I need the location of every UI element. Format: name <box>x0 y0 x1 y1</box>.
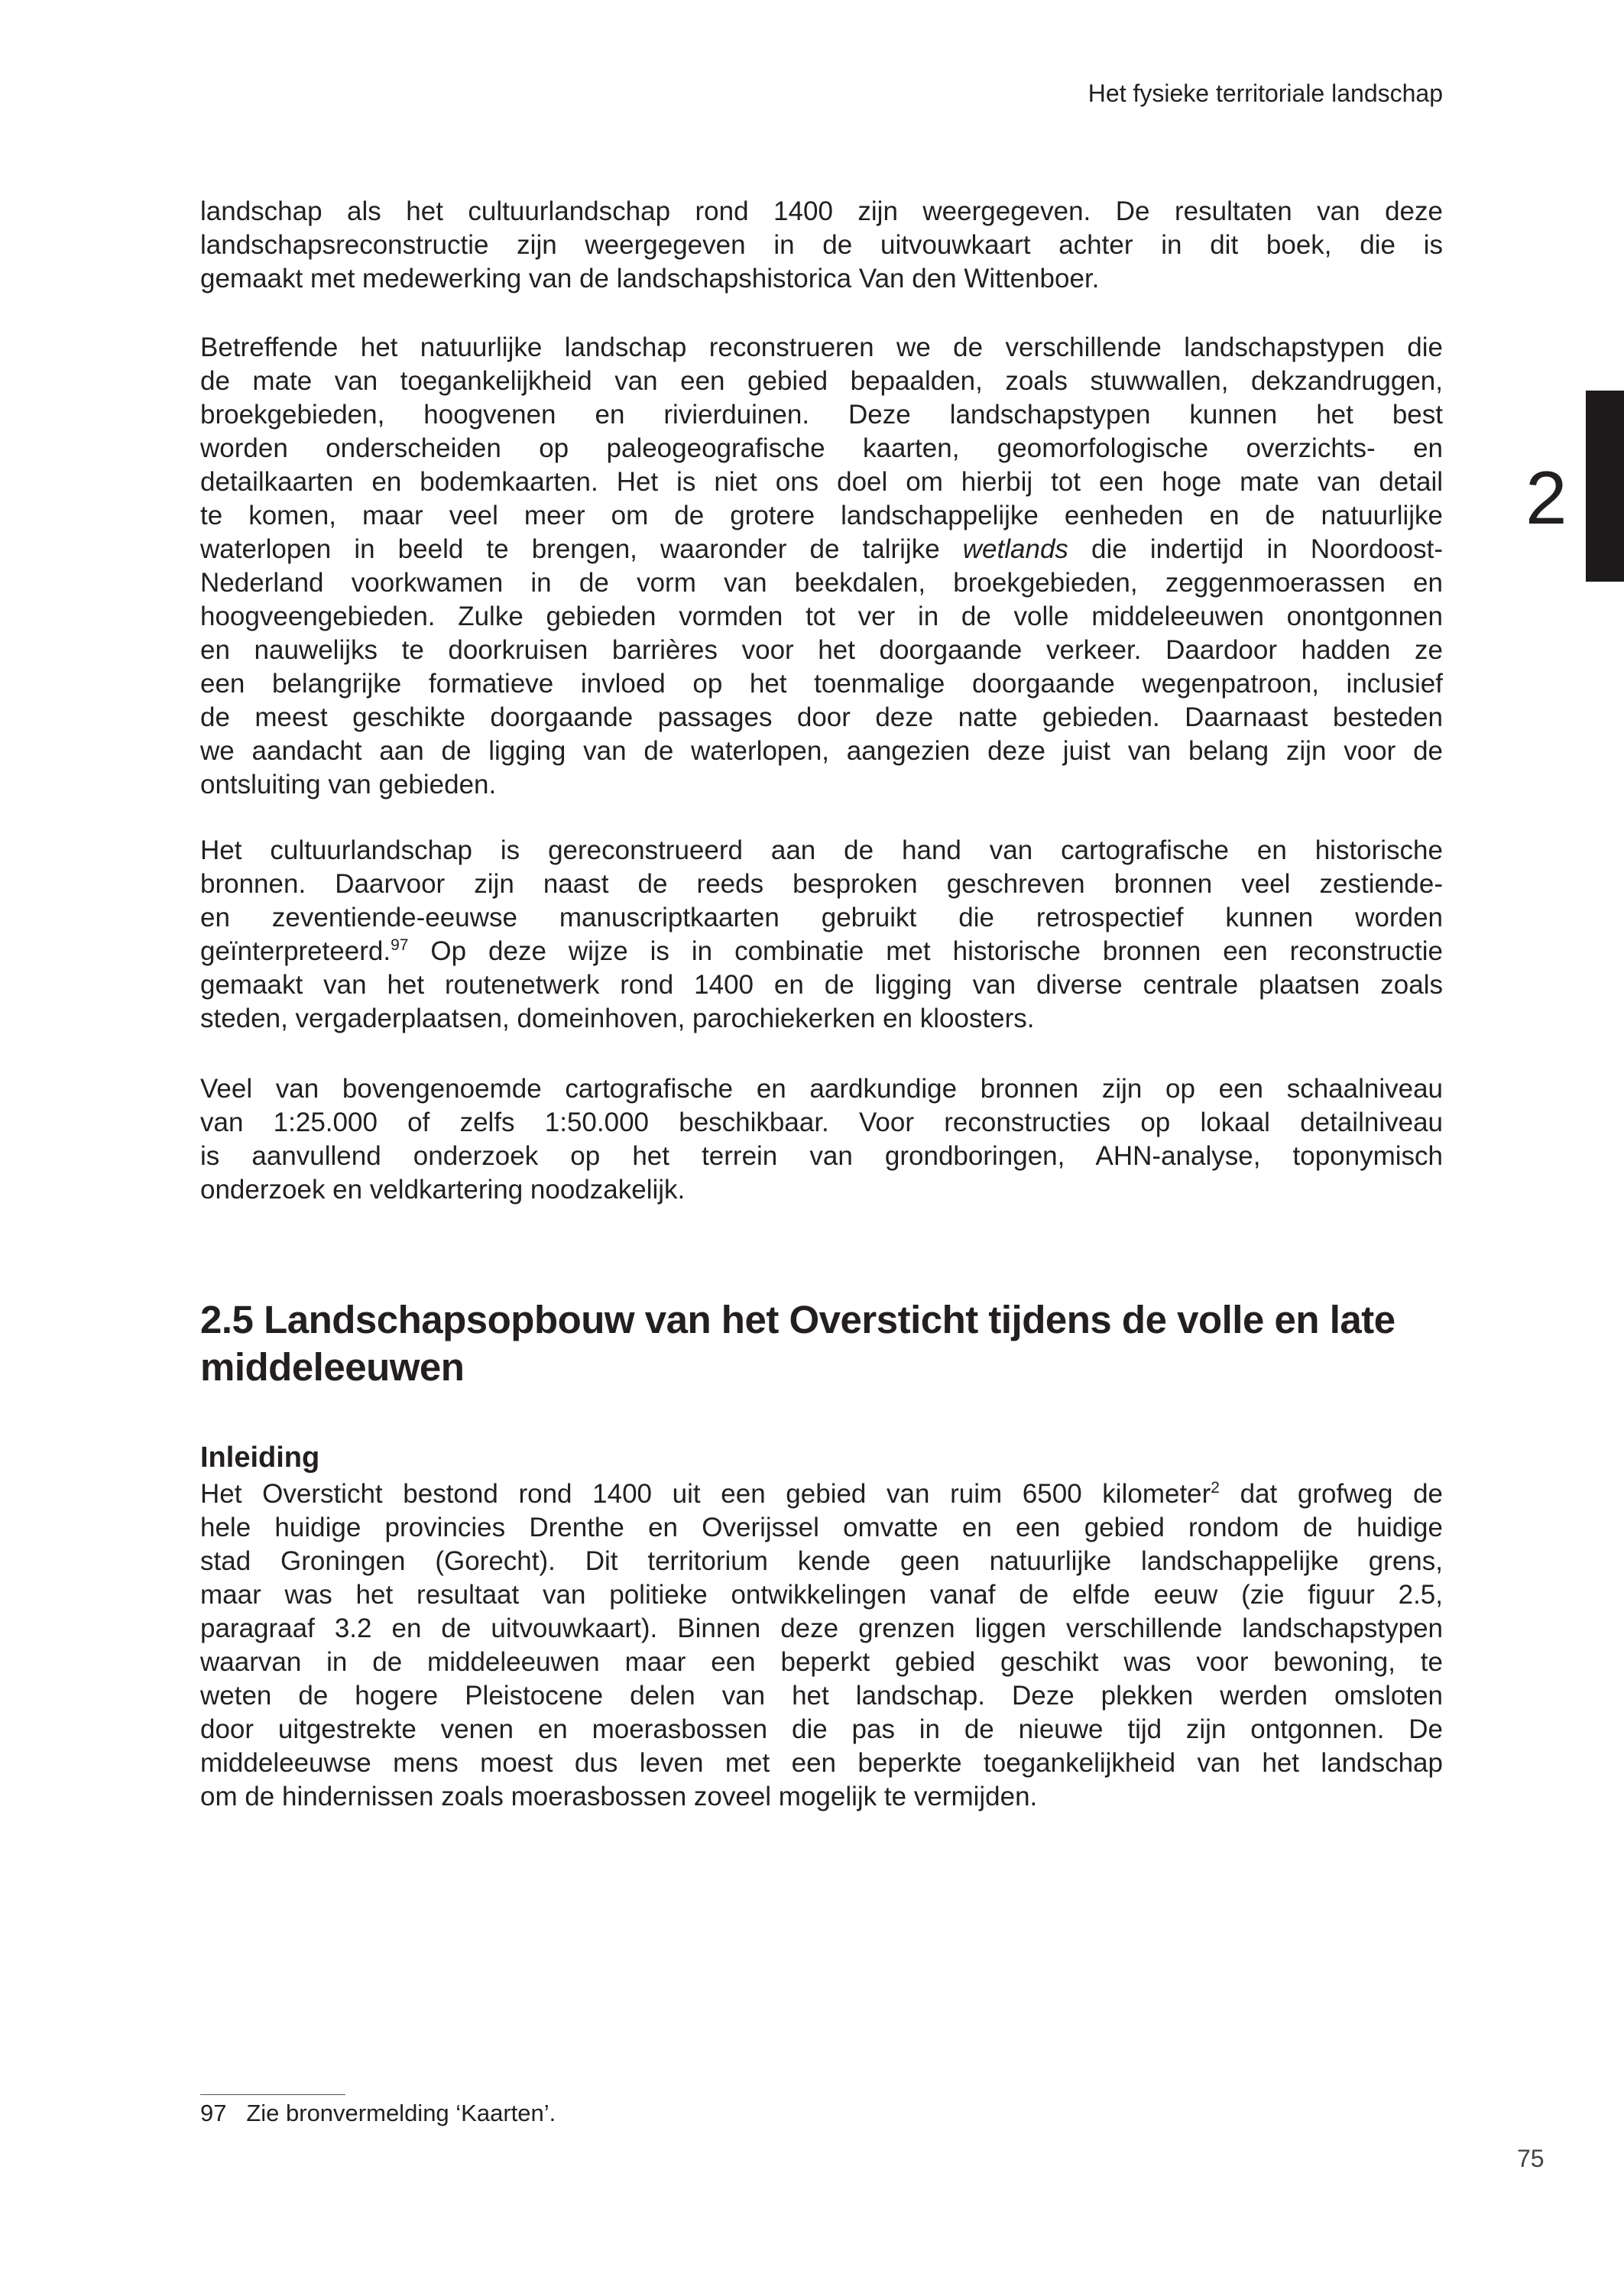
paragraph-intro <box>200 195 1443 296</box>
text-line: Het cultuurlandschap is gereconstrueerd aan de hand van cartografische en historische <box>200 835 1443 865</box>
text-line: steden, vergaderplaatsen, domeinhoven, parochiekerken en kloosters. <box>200 1004 1035 1033</box>
text-line: Betreffende het natuurlijke landschap reconstrueren we de verschillende landschapstypen die <box>200 332 1443 362</box>
paragraph-inleiding <box>200 1477 1443 1814</box>
text-line: paragraaf 3.2 en de uitvouwkaart). Binnen deze grenzen liggen verschillende landschapstypen <box>200 1614 1443 1643</box>
text-line: de meest geschikte doorgaande passages door deze natte gebieden. Daarnaast besteden <box>200 702 1443 732</box>
text-line: gemaakt met medewerking van de landschapshistorica Van den Wittenboer. <box>200 264 1100 294</box>
page-number: 75 <box>1517 2145 1545 2172</box>
text-line <box>200 533 1443 566</box>
text-line: door uitgestrekte venen en moerasbossen die pas in de nieuwe tijd zijn ontgonnen. De <box>200 1714 1443 1744</box>
text-line: worden onderscheiden op paleogeografische kaarten, geomorfologische overzichts- en <box>200 433 1443 463</box>
text-line: detailkaarten en bodemkaarten. Het is niet ons doel om hierbij tot een hoge mate van detail <box>200 467 1443 497</box>
text-line: landschapsreconstructie zijn weergegeven in de uitvouwkaart achter in dit boek, die is <box>200 230 1443 260</box>
text-line: een belangrijke formatieve invloed op het toenmalige doorgaande wegenpatroon, inclusief <box>200 669 1443 699</box>
text-line: is aanvullend onderzoek op het terrein van grondboringen, AHN-analyse, toponymisch <box>200 1141 1443 1171</box>
text-line: middeleeuwse mens moest dus leven met een beperkte toegankelijkheid van het landschap <box>200 1748 1443 1778</box>
text-line: Nederland voorkwamen in de vorm van beekdalen, broekgebieden, zeggenmoerassen en <box>200 568 1443 598</box>
text-line: van 1:25.000 of zelfs 1:50.000 beschikbaar. Voor reconstructies op lokaal detailniveau <box>200 1108 1443 1137</box>
paragraph-sources-scale <box>200 1072 1443 1207</box>
text-line: onderzoek en veldkartering noodzakelijk. <box>200 1175 686 1205</box>
text-segment: geïnterpreteerd. <box>200 936 391 966</box>
footnote-divider <box>200 2094 345 2095</box>
footnote-text: Zie bronvermelding ‘Kaarten’. <box>246 2100 556 2126</box>
footnote-reference: 97 <box>391 936 409 954</box>
paragraph-cultural-landscape <box>200 834 1443 1036</box>
text-line: en zeventiende-eeuwse manuscriptkaarten gebruikt die retrospectief kunnen worden <box>200 903 1443 932</box>
text-line: hele huidige provincies Drenthe en Overijssel omvatte en een gebied rondom de huidige <box>200 1513 1443 1542</box>
subsection-heading: Inleiding <box>200 1442 320 1474</box>
italic-term: wetlands <box>962 534 1068 564</box>
text-line: Veel van bovengenoemde cartografische en aardkundige bronnen zijn op een schaalniveau <box>200 1074 1443 1104</box>
text-segment: dat grofweg de <box>1219 1479 1444 1509</box>
text-line <box>200 1477 1443 1511</box>
section-heading: 2.5 Landschapsopbouw van het Oversticht tijdens de volle en late middeleeuwen <box>200 1298 1395 1389</box>
text-segment: waterlopen in beeld te brengen, waaronder de talrijke <box>200 534 963 564</box>
text-segment: Het Oversticht bestond rond 1400 uit een gebied van ruim 6500 kilometer <box>200 1479 1211 1509</box>
text-line: bronnen. Daarvoor zijn naast de reeds besproken geschreven bronnen veel zestiende- <box>200 869 1443 899</box>
paragraph-natural-landscape <box>200 331 1443 802</box>
text-line: ontsluiting van gebieden. <box>200 770 497 799</box>
text-line: en nauwelijks te doorkruisen barrières voor het doorgaande verkeer. Daardoor hadden ze <box>200 635 1443 665</box>
text-segment: Op deze wijze is in combinatie met historische bronnen een reconstructie <box>408 936 1443 966</box>
text-line: waarvan in de middeleeuwen maar een beperkt gebied geschikt was voor bewoning, te <box>200 1647 1443 1677</box>
footnote-reference: 2 <box>1211 1479 1220 1497</box>
chapter-number: 2 <box>1525 456 1567 540</box>
text-line: we aandacht aan de ligging van de waterlopen, aangezien deze juist van belang zijn voor de <box>200 736 1443 766</box>
text-line: hoogveengebieden. Zulke gebieden vormden tot ver in de volle middeleeuwen onontgonnen <box>200 602 1443 631</box>
text-segment: die indertijd in Noordoost- <box>1068 534 1443 564</box>
text-line <box>200 935 1443 968</box>
text-line: de mate van toegankelijkheid van een gebied bepaalden, zoals stuwwallen, dekzandruggen, <box>200 366 1443 396</box>
footnote <box>200 2099 556 2128</box>
text-line: weten de hogere Pleistocene delen van het landschap. Deze plekken werden omsloten <box>200 1681 1443 1711</box>
text-line: maar was het resultaat van politieke ontwikkelingen vanaf de elfde eeuw (zie figuur 2.5, <box>200 1580 1443 1610</box>
chapter-tab-marker <box>1586 391 1624 582</box>
text-line: stad Groningen (Gorecht). Dit territorium kende geen natuurlijke landschappelijke grens, <box>200 1546 1443 1576</box>
footnote-number: 97 <box>200 2100 227 2126</box>
text-line: broekgebieden, hoogvenen en rivierduinen. Deze landschapstypen kunnen het best <box>200 400 1443 430</box>
text-line: gemaakt van het routenetwerk rond 1400 en de ligging van diverse centrale plaatsen zoals <box>200 970 1443 1000</box>
text-line: landschap als het cultuurlandschap rond 1400 zijn weergegeven. De resultaten van deze <box>200 196 1443 226</box>
text-line: te komen, maar veel meer om de grotere landschappelijke eenheden en de natuurlijke <box>200 501 1443 530</box>
running-header: Het fysieke territoriale landschap <box>1088 79 1443 107</box>
text-line: om de hindernissen zoals moerasbossen zoveel mogelijk te vermijden. <box>200 1782 1038 1811</box>
